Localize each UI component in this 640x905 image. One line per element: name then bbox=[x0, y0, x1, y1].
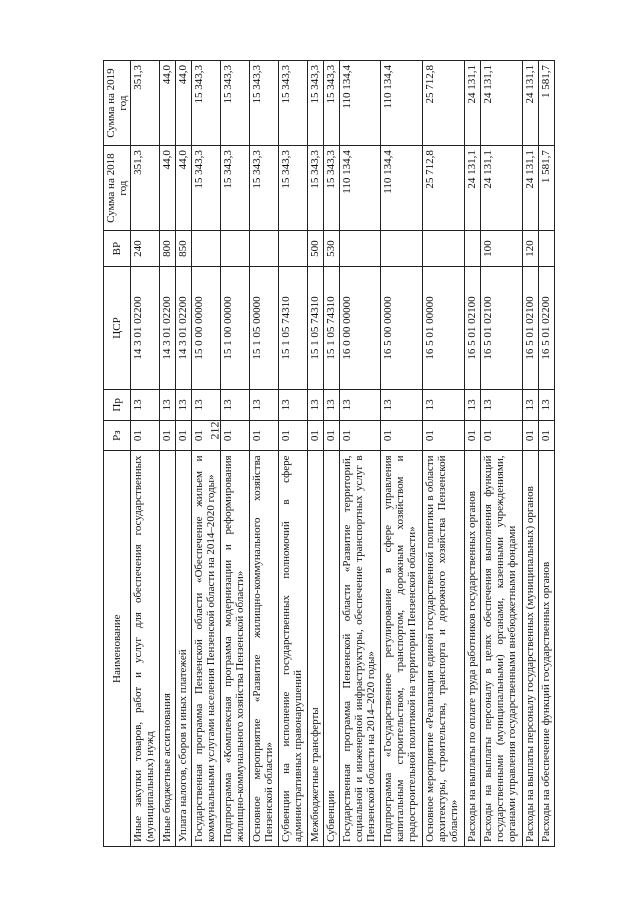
budget-table bbox=[103, 60, 555, 847]
cell-sum-2019: 44,0 bbox=[159, 61, 175, 146]
cell-csr: 15 1 05 74310 bbox=[307, 267, 323, 390]
cell-vr bbox=[423, 231, 465, 267]
cell-pr: 13 bbox=[481, 389, 523, 420]
cell-sum-2018: 24 131,1 bbox=[481, 146, 523, 231]
cell-rz: 01 bbox=[423, 420, 465, 451]
cell-name: Основное мероприятие «Развитие жилищно-коммунального хозяйства Пензенской области» bbox=[249, 451, 278, 847]
cell-rz: 01 bbox=[381, 420, 423, 451]
table-row bbox=[323, 61, 339, 847]
cell-rz: 01 bbox=[220, 420, 249, 451]
cell-vr: 850 bbox=[175, 231, 191, 267]
cell-name: Расходы на обеспечение функций государственных органов bbox=[538, 451, 554, 847]
cell-vr: 500 bbox=[307, 231, 323, 267]
header-name: Наименование bbox=[104, 451, 131, 847]
cell-name: Расходы на выплаты по оплате труда работников государственных органов bbox=[464, 451, 480, 847]
cell-pr: 13 bbox=[278, 389, 307, 420]
cell-vr: 120 bbox=[522, 231, 538, 267]
table-row bbox=[175, 61, 191, 847]
table-row bbox=[481, 61, 523, 847]
table-row bbox=[159, 61, 175, 847]
cell-vr: 530 bbox=[323, 231, 339, 267]
cell-pr: 13 bbox=[381, 389, 423, 420]
cell-vr: 800 bbox=[159, 231, 175, 267]
header-rz: Рз bbox=[104, 420, 131, 451]
cell-sum-2019: 15 343,3 bbox=[192, 61, 221, 146]
cell-name: Подпрограмма «Государственное регулирование в сфере управления капитальным строительством, транспортом, дорожным хозяйством и градостроительной политикой на территории Пензенской области» bbox=[381, 451, 423, 847]
cell-csr: 14 3 01 02200 bbox=[131, 267, 160, 390]
cell-sum-2018: 15 343,3 bbox=[278, 146, 307, 231]
cell-sum-2018: 351,3 bbox=[131, 146, 160, 231]
cell-rz: 01 bbox=[538, 420, 554, 451]
cell-csr: 15 1 00 00000 bbox=[220, 267, 249, 390]
cell-rz: 01 bbox=[339, 420, 381, 451]
header-sum-2019: Сумма на 2019 год bbox=[104, 61, 131, 146]
cell-vr bbox=[538, 231, 554, 267]
cell-sum-2018: 25 712,8 bbox=[423, 146, 465, 231]
cell-name: Подпрограмма «Комплексная программа модернизации и реформирования жилищно-коммунального хозяйства Пензенской области» bbox=[220, 451, 249, 847]
cell-sum-2018: 44,0 bbox=[175, 146, 191, 231]
cell-name: Государственная программа Пензенской области «Обеспечение жильем и коммунальными услугами населения Пензенской области на 2014–2020 годы» bbox=[192, 451, 221, 847]
cell-sum-2019: 15 343,3 bbox=[307, 61, 323, 146]
cell-vr bbox=[220, 231, 249, 267]
cell-sum-2019: 24 131,1 bbox=[464, 61, 480, 146]
cell-pr: 13 bbox=[249, 389, 278, 420]
cell-csr: 14 3 01 02200 bbox=[175, 267, 191, 390]
table-row bbox=[538, 61, 554, 847]
table-header-row bbox=[104, 61, 131, 847]
cell-rz: 01 bbox=[464, 420, 480, 451]
table-row bbox=[464, 61, 480, 847]
cell-csr: 16 5 00 00000 bbox=[381, 267, 423, 390]
cell-rz: 01 bbox=[249, 420, 278, 451]
cell-pr: 13 bbox=[192, 389, 221, 420]
cell-sum-2018: 15 343,3 bbox=[249, 146, 278, 231]
cell-sum-2018: 24 131,1 bbox=[464, 146, 480, 231]
cell-sum-2019: 25 712,8 bbox=[423, 61, 465, 146]
cell-csr: 15 1 05 00000 bbox=[249, 267, 278, 390]
cell-rz: 01 bbox=[159, 420, 175, 451]
cell-pr: 13 bbox=[220, 389, 249, 420]
cell-sum-2019: 110 134,4 bbox=[381, 61, 423, 146]
table-row bbox=[192, 61, 221, 847]
header-csr: ЦСР bbox=[104, 267, 131, 390]
cell-pr: 13 bbox=[423, 389, 465, 420]
cell-rz: 01 bbox=[307, 420, 323, 451]
cell-sum-2019: 1 581,7 bbox=[538, 61, 554, 146]
cell-rz: 01 bbox=[131, 420, 160, 451]
cell-pr: 13 bbox=[323, 389, 339, 420]
cell-vr: 100 bbox=[481, 231, 523, 267]
cell-csr: 15 1 05 74310 bbox=[278, 267, 307, 390]
cell-name: Основное мероприятие «Реализация единой государственной политики в области архитектуры, строительства, транспорта и дорожного хозяйства Пензенской области» bbox=[423, 451, 465, 847]
table-row bbox=[381, 61, 423, 847]
cell-sum-2018: 15 343,3 bbox=[192, 146, 221, 231]
header-pr: Пр bbox=[104, 389, 131, 420]
table-row bbox=[278, 61, 307, 847]
cell-name: Уплата налогов, сборов и иных платежей bbox=[175, 451, 191, 847]
cell-sum-2018: 15 343,3 bbox=[220, 146, 249, 231]
cell-csr: 16 5 01 02200 bbox=[538, 267, 554, 390]
cell-sum-2018: 24 131,1 bbox=[522, 146, 538, 231]
cell-sum-2018: 1 581,7 bbox=[538, 146, 554, 231]
cell-name: Иные закупки товаров, работ и услуг для обеспечения государственных (муниципальных) нужд bbox=[131, 451, 160, 847]
table-row bbox=[339, 61, 381, 847]
cell-sum-2019: 15 343,3 bbox=[278, 61, 307, 146]
cell-rz: 01 bbox=[278, 420, 307, 451]
cell-sum-2019: 15 343,3 bbox=[323, 61, 339, 146]
table-row bbox=[522, 61, 538, 847]
cell-csr: 16 5 01 02100 bbox=[522, 267, 538, 390]
cell-vr bbox=[278, 231, 307, 267]
cell-csr: 14 3 01 02200 bbox=[159, 267, 175, 390]
cell-sum-2018: 44,0 bbox=[159, 146, 175, 231]
header-vr: ВР bbox=[104, 231, 131, 267]
cell-sum-2019: 15 343,3 bbox=[249, 61, 278, 146]
cell-csr: 15 0 00 00000 bbox=[192, 267, 221, 390]
cell-name: Государственная программа Пензенской области «Развитие территорий, социальной и инженерной инфраструктуры, обеспечение транспортных услуг в Пензенской области на 2014–2020 годы» bbox=[339, 451, 381, 847]
cell-name: Расходы на выплаты персоналу в целях обеспечения выполнения функций государственными (муниципальными) органами, казенными учреждениями, органами управления государственными внебюджетными фондами bbox=[481, 451, 523, 847]
cell-pr: 13 bbox=[159, 389, 175, 420]
cell-csr: 15 1 05 74310 bbox=[323, 267, 339, 390]
cell-rz: 01 bbox=[323, 420, 339, 451]
cell-sum-2018: 15 343,3 bbox=[323, 146, 339, 231]
cell-rz: 01 bbox=[522, 420, 538, 451]
cell-pr: 13 bbox=[538, 389, 554, 420]
cell-vr bbox=[192, 231, 221, 267]
table-row bbox=[220, 61, 249, 847]
cell-vr bbox=[381, 231, 423, 267]
cell-csr: 16 5 01 02100 bbox=[481, 267, 523, 390]
cell-name: Иные бюджетные ассигнования bbox=[159, 451, 175, 847]
cell-rz: 01 bbox=[175, 420, 191, 451]
cell-pr: 13 bbox=[522, 389, 538, 420]
table-row bbox=[249, 61, 278, 847]
cell-pr: 13 bbox=[175, 389, 191, 420]
cell-sum-2019: 24 131,1 bbox=[481, 61, 523, 146]
cell-name: Межбюджетные трансферты bbox=[307, 451, 323, 847]
cell-sum-2018: 15 343,3 bbox=[307, 146, 323, 231]
table-row bbox=[131, 61, 160, 847]
cell-rz: 01 bbox=[481, 420, 523, 451]
cell-name: Субвенции на исполнение государственных полномочий в сфере административных правонарушений bbox=[278, 451, 307, 847]
header-sum-2018: Сумма на 2018 год bbox=[104, 146, 131, 231]
cell-sum-2018: 110 134,4 bbox=[339, 146, 381, 231]
cell-vr bbox=[249, 231, 278, 267]
table-row bbox=[423, 61, 465, 847]
cell-pr: 13 bbox=[464, 389, 480, 420]
cell-sum-2019: 15 343,3 bbox=[220, 61, 249, 146]
cell-vr bbox=[464, 231, 480, 267]
table-body bbox=[131, 61, 555, 847]
budget-table-container bbox=[103, 60, 555, 847]
cell-rz: 01 bbox=[192, 420, 221, 451]
cell-vr bbox=[339, 231, 381, 267]
cell-sum-2019: 24 131,1 bbox=[522, 61, 538, 146]
cell-vr: 240 bbox=[131, 231, 160, 267]
cell-sum-2019: 110 134,4 bbox=[339, 61, 381, 146]
cell-sum-2019: 351,3 bbox=[131, 61, 160, 146]
cell-name: Субвенции bbox=[323, 451, 339, 847]
cell-csr: 16 5 01 00000 bbox=[423, 267, 465, 390]
cell-csr: 16 0 00 00000 bbox=[339, 267, 381, 390]
cell-csr: 16 5 01 02100 bbox=[464, 267, 480, 390]
cell-pr: 13 bbox=[307, 389, 323, 420]
cell-sum-2018: 110 134,4 bbox=[381, 146, 423, 231]
cell-sum-2019: 44,0 bbox=[175, 61, 191, 146]
page-number-text: 212 bbox=[207, 421, 222, 440]
cell-name: Расходы на выплаты персоналу государственных (муниципальных) органов bbox=[522, 451, 538, 847]
table-row bbox=[307, 61, 323, 847]
cell-pr: 13 bbox=[131, 389, 160, 420]
cell-pr: 13 bbox=[339, 389, 381, 420]
